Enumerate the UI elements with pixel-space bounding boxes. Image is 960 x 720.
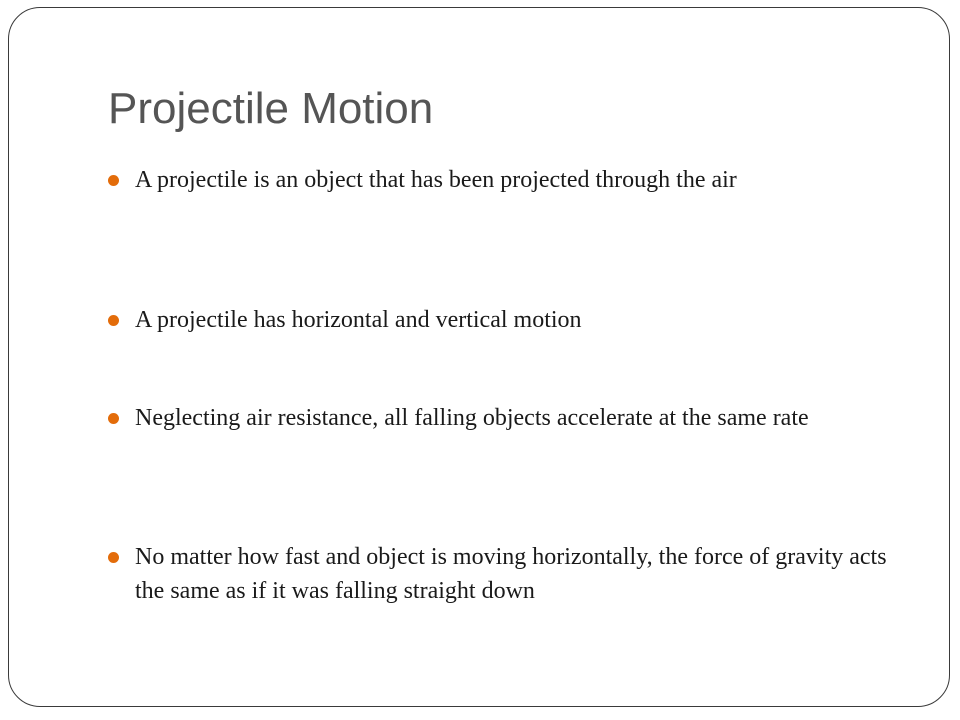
bullet-text: Neglecting air resistance, all falling objects accelerate at the same rate <box>135 405 809 431</box>
bullet-text: A projectile has horizontal and vertical motion <box>135 307 582 333</box>
bullet-text: A projectile is an object that has been projected through the air <box>135 167 737 193</box>
bullet-item <box>108 401 888 435</box>
bullet-item <box>108 303 888 337</box>
bullet-text: No matter how fast and object is moving horizontally, the force of gravity acts the same as if it was falling straight down <box>135 544 887 604</box>
bullet-dot-icon <box>108 413 119 424</box>
bullet-dot-icon <box>108 175 119 186</box>
bullet-item <box>108 540 888 608</box>
bullet-item <box>108 163 888 197</box>
bullet-dot-icon <box>108 315 119 326</box>
slide-title: Projectile Motion <box>108 84 434 133</box>
bullet-dot-icon <box>108 552 119 563</box>
